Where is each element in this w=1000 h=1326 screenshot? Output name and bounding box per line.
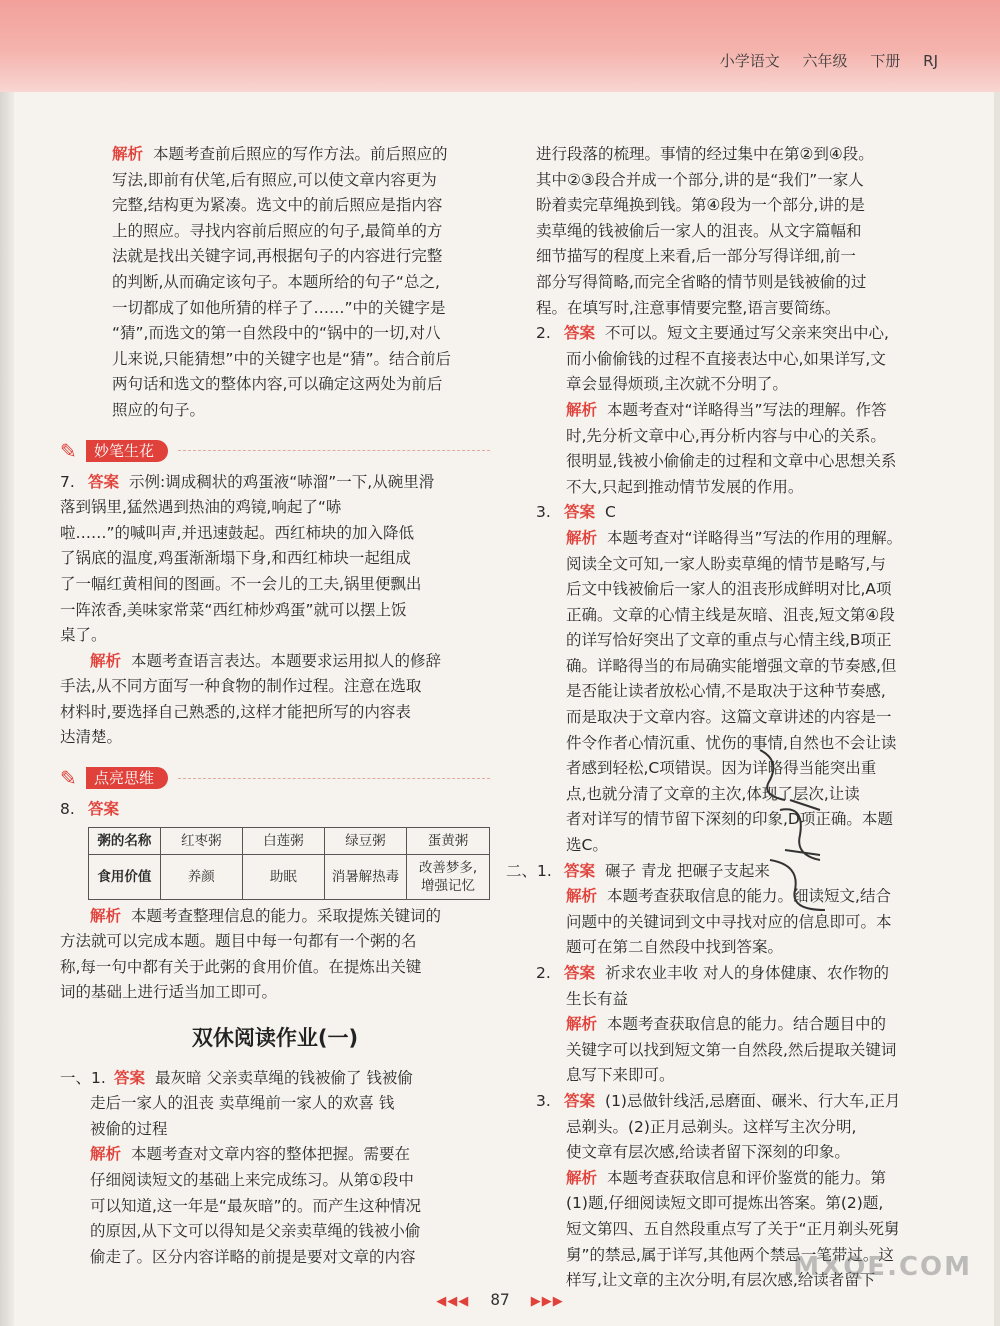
text-line: 生长有益	[566, 989, 629, 1008]
page-footer	[0, 1290, 1000, 1309]
table-cell: 养颜	[160, 854, 242, 899]
question-number: 3.	[536, 1091, 551, 1110]
text-line: 样写,让文章的主次分明,有层次感,给读者留下	[566, 1271, 876, 1290]
text-line: 偷走了。区分内容详略的前提是要对文章的内容	[90, 1247, 416, 1266]
answer-label: 答案	[564, 324, 596, 343]
text-line: 程。在填写时,注意事情要完整,语言要简练。	[536, 298, 841, 317]
part-two-q1	[506, 859, 934, 961]
text-line: 词的基础上进行适当加工即可。	[60, 983, 278, 1002]
text-line: 关键字可以找到短文第一自然段,然后提取关键词	[566, 1040, 897, 1059]
analysis-label: 解析	[90, 1145, 122, 1164]
text-line: 进行段落的梳理。事情的经过集中在第②到④段。	[536, 145, 874, 163]
text-line: 后文中钱被偷后一家人的沮丧形成鲜明对比,A项	[566, 580, 892, 599]
text-line: 走后一家人的沮丧 卖草绳前一家人的欢喜 钱	[90, 1094, 395, 1113]
answer-label: 答案	[564, 861, 596, 880]
question-number: 3.	[536, 503, 551, 522]
text-line: 碾子 青龙 把碾子支起来	[605, 861, 770, 880]
text-line: (1)忌做针线活,忌磨面、碾米、行大车,正月	[605, 1091, 901, 1110]
table-row	[89, 854, 490, 899]
text-line: 仔细阅读短文的基础上来完成练习。从第①段中	[90, 1171, 414, 1189]
text-line: 上的照应。寻找内容前后照应的句子,最简单的方	[112, 221, 443, 240]
text-line: 可以知道,这一年是“最灰暗”的。而产生这种情况	[90, 1196, 421, 1215]
table-cell	[406, 854, 489, 899]
right-column	[506, 142, 934, 1294]
text-line: 件令作者心情沉重、忧伤的事情,自然也不会让读	[566, 733, 897, 752]
text-line: 本题考查对“详略得当”写法的理解。作答	[607, 400, 887, 419]
table-row	[89, 827, 490, 854]
prev-arrows-icon: ◀◀◀	[436, 1294, 470, 1309]
text-line: 照应的句子。	[112, 400, 206, 419]
text-line: 本题考查对文章内容的整体把握。需要在	[131, 1145, 411, 1164]
question-number: 一、1.	[60, 1068, 106, 1087]
text-line: 法就是找出关键字词,再根据句子的内容进行完整	[112, 247, 443, 266]
text-line: 示例:调成稠状的鸡蛋液“哧溜”一下,从碗里滑	[129, 472, 435, 491]
q3-block	[536, 500, 934, 858]
text-line: 称,每一句中都有关于此粥的食用价值。在提炼出关键	[60, 957, 422, 976]
part-one-q1	[60, 1066, 490, 1271]
section-icon: ✎	[60, 766, 77, 791]
text-line: 材料时,要选择自己熟悉的,这样才能把所写的内容表	[60, 702, 411, 721]
text-line: 本题考查对“详略得当”写法的作用的理解。	[607, 528, 903, 547]
text-line: (1)题,仔细阅读短文即可提炼出答案。第(2)题,	[566, 1194, 884, 1213]
section-header-miaobi	[60, 438, 490, 464]
question-number: 7.	[60, 472, 75, 491]
text-line: 选C。	[566, 836, 608, 855]
analysis-label: 解析	[566, 1015, 598, 1034]
text-line: 章会显得烦琐,主次就不分明了。	[566, 375, 788, 394]
text-line: 问题中的关键词到文中寻找对应的信息即可。本	[566, 912, 892, 931]
text-line: 不大,只起到推动情节发展的作用。	[566, 477, 804, 496]
grade-tag: 六年级	[802, 52, 848, 70]
answer-label: 答案	[564, 964, 596, 982]
text-line: 两句话和选文的整体内容,可以确定这两处为前后	[112, 375, 443, 394]
answer-label: 答案	[564, 1091, 596, 1110]
table-cell: 助眠	[242, 854, 324, 899]
text-line: 细节描写的程度上来看,后一部分写得详细,前一	[536, 247, 856, 266]
question-number: 二、1.	[506, 861, 552, 880]
text-line: 时,先分析文章中心,再分析内容与中心的关系。	[566, 426, 886, 445]
text-line: 达清楚。	[60, 728, 123, 747]
text-line: 儿来说,只能猜想”中的关键字也是“猜”。结合前后	[112, 349, 452, 368]
table-cell: 白莲粥	[242, 827, 324, 854]
section-divider	[178, 778, 490, 779]
text-line: 者感到轻松,C项错误。因为详略得当能突出重	[566, 759, 877, 778]
text-line: 确。详略得当的布局确实能增强文章的节奏感,但	[566, 656, 897, 675]
answer-label: 答案	[564, 503, 596, 522]
text-line: 的判断,从而确定该句子。本题所给的句子“总之,	[112, 272, 440, 291]
text-line: 者对详写的情节留下深刻的印象,D项正确。本题	[566, 810, 893, 829]
analysis-label: 解析	[566, 887, 598, 906]
text-line: 方法就可以完成本题。题目中每一句都有一个粥的名	[60, 932, 417, 951]
section-title: 妙笔生花	[86, 440, 168, 462]
text-line: 阅读全文可知,一家人盼卖草绳的情节是略写,与	[566, 554, 886, 573]
text-line: 本题考查获取信息和评价鉴赏的能力。第	[607, 1168, 887, 1187]
text-line: 其中②③段合并成一个部分,讲的是“我们”一家人	[536, 170, 864, 189]
cell-line: 改善梦多,	[418, 859, 478, 876]
term-tag: 下册	[870, 52, 901, 70]
text-line: 题可在第二自然段中找到答案。	[566, 938, 784, 957]
text-line: “猜”,而选文的第一自然段中的“锅中的一切,对八	[112, 324, 441, 343]
answer-label: 答案	[88, 472, 120, 491]
text-line: 正确。文章的心情主线是灰暗、沮丧,短文第④段	[566, 605, 895, 624]
page-left-edge	[0, 0, 14, 1326]
next-arrows-icon: ▶▶▶	[530, 1294, 564, 1309]
text-line: 了锅底的温度,鸡蛋渐渐塌下身,和西红柿块一起组成	[60, 549, 411, 568]
text-line: 而是取决于文章内容。这篇文章讲述的内容是一	[566, 708, 892, 727]
page-number: 87	[490, 1290, 510, 1309]
text-line: 短文第四、五自然段重点写了关于“正月剃头死舅	[566, 1219, 900, 1238]
text-line: 忌剃头。(2)正月忌剃头。这样写主次分明,	[566, 1117, 857, 1136]
porridge-table	[88, 827, 490, 900]
q1-continuation	[536, 142, 934, 321]
q6-analysis	[60, 142, 490, 424]
text-line: 本题考查语言表达。本题要求运用拟人的修辞	[131, 651, 442, 670]
homework-title: 双休阅读作业(一)	[191, 1026, 359, 1051]
text-line: 最灰暗 父亲卖草绳的钱被偷了 钱被偷	[155, 1068, 413, 1087]
text-line: 卖草绳的钱被偷后一家人的沮丧。从文字篇幅和	[536, 221, 862, 240]
section-header-dianliang	[60, 765, 490, 791]
analysis-label: 解析	[566, 400, 598, 419]
left-column	[60, 142, 490, 1270]
text-line: 点,也就分清了文章的主次,体现了层次,让读	[566, 784, 860, 803]
q2-block	[536, 321, 934, 500]
table-cell: 食用价值	[89, 854, 161, 899]
section-divider	[178, 450, 490, 451]
text-line: 息写下来即可。	[566, 1066, 675, 1085]
text-line: 而小偷偷钱的过程不直接表达中心,如果详写,文	[566, 349, 886, 368]
text-line: 使文章有层次感,给读者留下深刻的印象。	[566, 1143, 850, 1162]
text-line: 的详写恰好突出了文章的重点与心情主线,B项正	[566, 631, 892, 650]
section-icon: ✎	[60, 438, 77, 463]
header-tags	[702, 50, 938, 71]
text-line: 本题考查获取信息的能力。结合题目中的	[607, 1015, 887, 1034]
answer-label: 答案	[88, 800, 120, 819]
text-line: 盼着卖完草绳换到钱。第④段为一个部分,讲的是	[536, 196, 865, 215]
analysis-label: 解析	[566, 528, 598, 547]
text-line: 本题考查前后照应的写作方法。前后照应的	[153, 145, 448, 163]
question-number: 2.	[536, 964, 551, 982]
text-line: 是否能让读者放松心情,不是取决于这种节奏感,	[566, 682, 886, 701]
analysis-label: 解析	[90, 651, 122, 670]
analysis-label: 解析	[112, 145, 144, 163]
text-line: 了一幅红黄相间的图画。不一会儿的工夫,锅里便飘出	[60, 574, 422, 593]
answer-label: 答案	[114, 1068, 146, 1087]
text-line: 祈求农业丰收 对人的身体健康、农作物的	[605, 964, 889, 982]
table-cell: 消暑解热毒	[324, 854, 406, 899]
part-two-q2	[536, 961, 934, 1089]
table-cell: 蛋黄粥	[406, 827, 489, 854]
text-line: 啦……”的喊叫声,并迅速鼓起。西红柿块的加入降低	[60, 523, 414, 542]
q7-block	[60, 470, 490, 752]
text-line: 本题考查整理信息的能力。采取提炼关键词的	[131, 906, 442, 925]
analysis-label: 解析	[90, 906, 122, 925]
text-line: 部分写得简略,而完全省略的情节则是钱被偷的过	[536, 272, 867, 291]
question-number: 8.	[60, 800, 75, 819]
text-line: 舅”的禁忌,属于详写,其他两个禁忌一笔带过。这	[566, 1245, 894, 1264]
page-right-edge	[994, 92, 1000, 1326]
edition-tag: RJ	[923, 52, 938, 70]
header-band	[0, 0, 1000, 92]
text-line: 不可以。短文主要通过写父亲来突出中心,	[605, 324, 889, 343]
text-line: 一切都成了如他所猜的样子了……”中的关键字是	[112, 298, 446, 317]
text-line: 一阵浓香,美味家常菜“西红柿炒鸡蛋”就可以摆上饭	[60, 600, 407, 619]
table-cell: 绿豆粥	[324, 827, 406, 854]
text-line: 的原因,从下文可以得知是父亲卖草绳的钱被小偷	[90, 1222, 421, 1241]
watermark: MXQE.COM	[793, 1252, 972, 1282]
cell-line: 增强记忆	[420, 877, 475, 894]
text-line: 完整,结构更为紧凑。选文中的前后照应是指内容	[112, 196, 443, 215]
text-line: 桌了。	[60, 626, 107, 645]
text-line: 落到锅里,猛然遇到热油的鸡镜,响起了“哧	[60, 498, 342, 517]
analysis-label: 解析	[566, 1168, 598, 1187]
text-line: 手法,从不同方面写一种食物的制作过程。注意在选取	[60, 677, 422, 696]
table-cell: 粥的名称	[89, 827, 161, 854]
text-line: C	[605, 503, 616, 522]
subject-tag: 小学语文	[719, 52, 780, 70]
text-line: 被偷的过程	[90, 1119, 168, 1138]
table-cell: 红枣粥	[160, 827, 242, 854]
question-number: 2.	[536, 324, 551, 343]
q8-block	[60, 797, 490, 1006]
text-line: 写法,即前有伏笔,后有照应,可以使文章内容更为	[112, 170, 437, 189]
text-line: 很明显,钱被小偷偷走的过程和文章中心思想关系	[566, 452, 897, 471]
section-title: 点亮思维	[86, 767, 168, 789]
text-line: 本题考查获取信息的能力。细读短文,结合	[607, 887, 891, 906]
